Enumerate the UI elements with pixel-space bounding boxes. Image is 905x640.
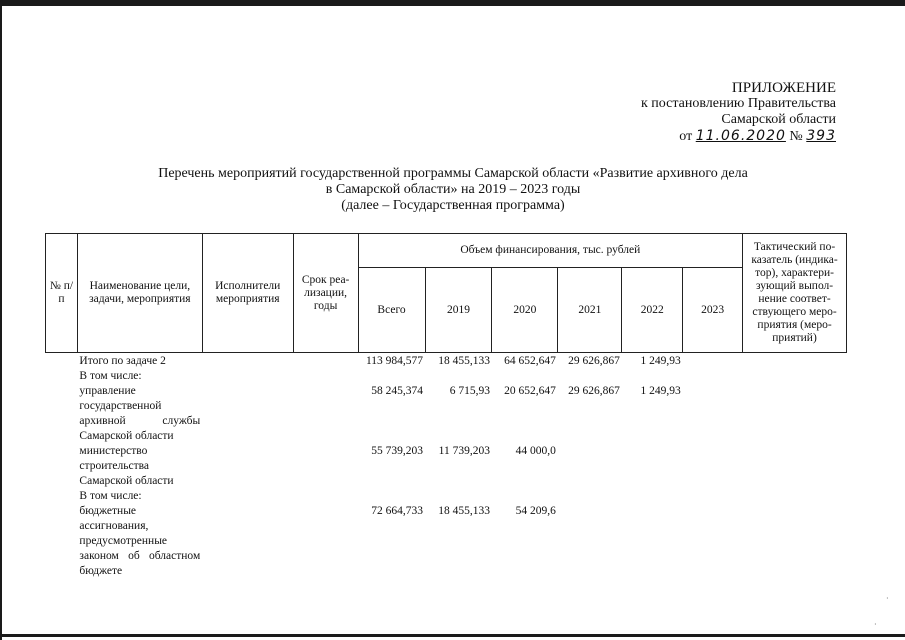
decree-number: 393 (806, 128, 836, 144)
cell-2022 (622, 489, 683, 504)
cell-total: 72 664,733 (371, 505, 424, 517)
appendix-block (560, 80, 836, 145)
cell-2020 (492, 489, 558, 504)
header-total: Всего (358, 268, 425, 353)
cell-2020: 44 000,0 (515, 445, 556, 457)
cell-2023 (683, 369, 743, 384)
cell-executor (202, 489, 293, 504)
cell-2023 (683, 444, 743, 489)
page-left-border (0, 0, 2, 640)
cell-num (46, 444, 78, 489)
table-row (46, 384, 847, 444)
cell-num (46, 353, 78, 370)
cell-indicator (743, 384, 847, 444)
cell-name: бюджетные ассигнования, предусмотренные законом об областном бюджете (79, 505, 201, 577)
header-2021: 2021 (558, 268, 622, 353)
table-row (46, 353, 847, 370)
header-2019: 2019 (425, 268, 492, 353)
cell-total (358, 369, 425, 384)
document-title-line-1: Перечень мероприятий государственной программы Самарской области «Развитие архивного дела (158, 166, 748, 181)
cell-2020: 20 652,647 (504, 385, 556, 397)
cell-2021 (558, 444, 622, 489)
table-row (46, 504, 847, 579)
page-bottom-border (0, 634, 905, 637)
appendix-line-2: Самарской области (721, 112, 836, 127)
cell-num (46, 489, 78, 504)
number-prefix: № (789, 129, 803, 144)
cell-2023 (683, 489, 743, 504)
cell-executor (202, 504, 293, 579)
document-title-line-3: (далее – Государственная программа) (341, 198, 565, 213)
appendix-date-line (560, 128, 836, 145)
cell-term (293, 444, 358, 489)
cell-2021: 29 626,867 (568, 355, 620, 367)
header-funding: Объем финансирования, тыс. рублей (358, 234, 743, 268)
cell-total: 55 739,203 (371, 445, 424, 457)
cell-2022 (622, 504, 683, 579)
cell-name: управление государственной архивной службы Самарской области (79, 385, 201, 442)
cell-term (293, 504, 358, 579)
header-2020: 2020 (492, 268, 558, 353)
header-num: № п/п (46, 234, 78, 353)
cell-2022: 1 249,93 (640, 355, 681, 367)
cell-executor (202, 444, 293, 489)
cell-num (46, 504, 78, 579)
cell-2021 (558, 369, 622, 384)
cell-2022 (622, 444, 683, 489)
cell-indicator (743, 489, 847, 504)
cell-term (293, 384, 358, 444)
cell-2019: 18 455,133 (438, 505, 490, 517)
document-title-line-2: в Самарской области» на 2019 – 2023 годы (325, 182, 581, 197)
header-term: Срок реа-лизации, годы (293, 234, 358, 353)
cell-2021: 29 626,867 (568, 385, 620, 397)
cell-num (46, 369, 78, 384)
cell-2020: 54 209,6 (515, 505, 556, 517)
cell-indicator (743, 444, 847, 489)
cell-2023 (683, 353, 743, 370)
cell-2023 (683, 504, 743, 579)
table-row (46, 489, 847, 504)
cell-2019: 11 739,203 (438, 445, 490, 457)
table-row (46, 444, 847, 489)
measures-table (45, 233, 847, 579)
cell-term (293, 369, 358, 384)
cell-2023 (683, 384, 743, 444)
table-row (46, 369, 847, 384)
cell-2022: 1 249,93 (640, 385, 681, 397)
header-indicator: Тактический по-казатель (индика-тор), характери-зующий выпол-нение соответ-ствующего меро-приятия (меро-приятий) (743, 234, 847, 353)
document-title (100, 166, 806, 214)
scan-speck: · (886, 594, 889, 603)
cell-executor (202, 369, 293, 384)
cell-2019: 6 715,93 (449, 385, 490, 397)
cell-2019 (425, 369, 492, 384)
from-prefix: от (679, 129, 693, 144)
cell-num (46, 384, 78, 444)
cell-total (358, 489, 425, 504)
cell-name: В том числе: (79, 490, 142, 502)
cell-term (293, 489, 358, 504)
cell-2021 (558, 504, 622, 579)
cell-2021 (558, 489, 622, 504)
cell-total: 58 245,374 (371, 385, 424, 397)
cell-indicator (743, 369, 847, 384)
cell-2020: 64 652,647 (504, 355, 556, 367)
decree-date: 11.06.2020 (695, 128, 786, 144)
cell-term (293, 353, 358, 370)
appendix-line-1: к постановлению Правительства (640, 96, 836, 111)
cell-2022 (622, 369, 683, 384)
cell-indicator (743, 504, 847, 579)
header-2022: 2022 (622, 268, 683, 353)
cell-2019: 18 455,133 (438, 355, 490, 367)
header-2023: 2023 (683, 268, 743, 353)
appendix-title: ПРИЛОЖЕНИЕ (731, 80, 836, 96)
cell-name: Итого по задаче 2 (79, 355, 166, 367)
header-name: Наименование цели, задачи, мероприятия (77, 234, 202, 353)
cell-2020 (492, 369, 558, 384)
cell-name: министерство строительства Самарской области (79, 445, 174, 487)
cell-executor (202, 353, 293, 370)
cell-2019 (425, 489, 492, 504)
cell-indicator (743, 353, 847, 370)
cell-executor (202, 384, 293, 444)
page-top-border (0, 0, 905, 6)
header-executors: Исполнители мероприятия (202, 234, 293, 353)
cell-total: 113 984,577 (365, 355, 424, 367)
scan-speck: · (874, 620, 877, 629)
cell-name: В том числе: (79, 370, 142, 382)
